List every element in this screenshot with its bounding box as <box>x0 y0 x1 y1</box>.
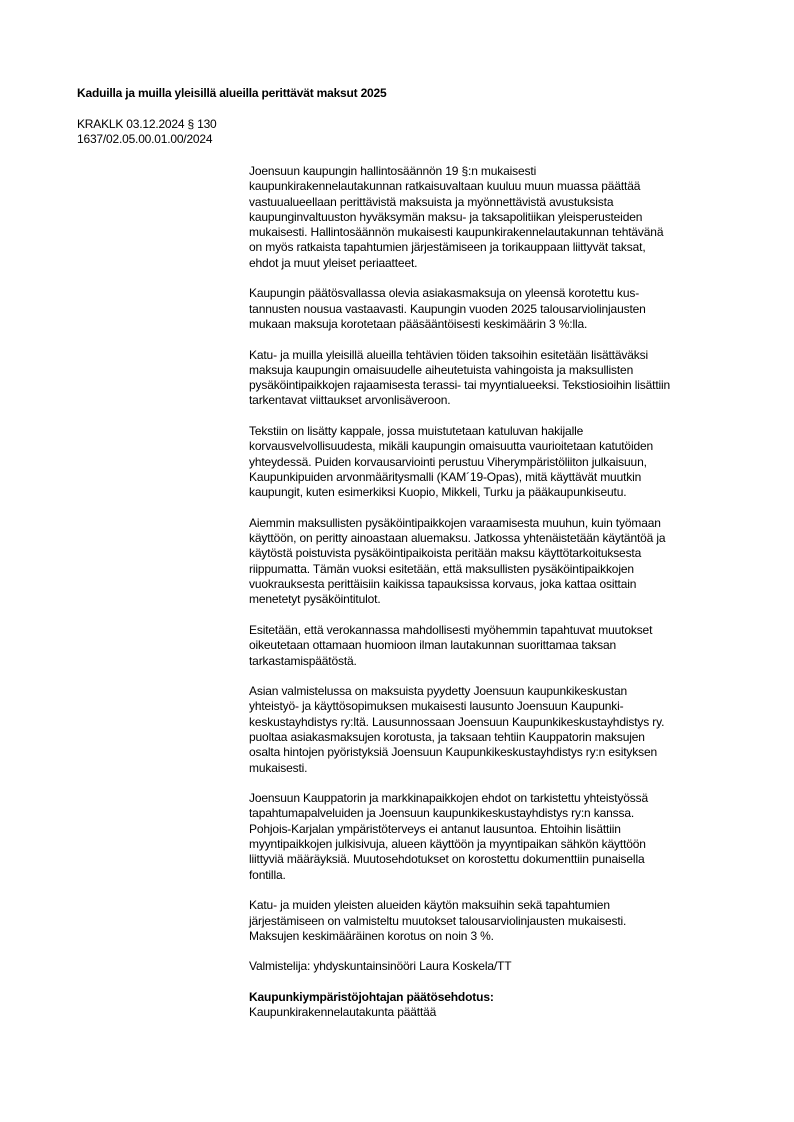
paragraph-line: Joensuun kaupungin hallintosäännön 19 §:n mukaisesti <box>249 164 537 178</box>
paragraph-line: ehdot ja muut yleiset periaatteet. <box>249 255 418 270</box>
paragraph-line: on myös ratkaista tapahtumien järjestämiseen ja torikauppaan liittyvät taksat, <box>249 240 646 255</box>
document-meta <box>77 117 217 147</box>
paragraph-line: korvausvelvollisuudesta, mikäli kaupungin omaisuutta vaurioitetaan katutöiden <box>249 439 654 454</box>
paragraph-line: menetetyt pysäköintitulot. <box>249 592 381 607</box>
paragraph <box>249 623 739 669</box>
paragraph-line: Katu- ja muilla yleisillä alueilla tehtävien töiden taksoihin esitetään lisättäväksi <box>249 347 648 362</box>
paragraph-line: Esitetään, että verokannassa mahdollisesti myöhemmin tapahtuvat muutokset <box>249 622 653 637</box>
record-number: 1637/02.05.00.01.00/2024 <box>77 132 213 146</box>
paragraph-line: vastuualueellaan perittävistä maksuista ja myönnettävistä avustuksista <box>249 194 614 209</box>
paragraph <box>249 898 739 944</box>
paragraph <box>249 164 739 271</box>
paragraph-line: kaupunkirakennelautakunnan ratkaisuvaltaan kuuluu muun muassa päättää <box>249 179 641 194</box>
paragraph-line: tannusten nousua vastaavasti. Kaupungin vuoden 2025 talousarviolinjausten <box>249 301 646 316</box>
paragraph-line: käytöstä poistuvista pysäköintipaikoista peritään maksu käyttötarkoituksesta <box>249 546 642 561</box>
paragraph-line: pysäköintipaikkojen rajaamisesta terassi- tai myyntialueeksi. Tekstiosioihin lisättiin <box>249 378 671 393</box>
paragraph-line: tarkastamispäätöstä. <box>249 653 357 668</box>
paragraph <box>249 959 739 974</box>
meeting-reference: KRAKLK 03.12.2024 § 130 <box>77 117 217 131</box>
proposal-heading: Kaupunkiympäristöjohtajan päätösehdotus: <box>249 990 494 1005</box>
paragraph-line: maksuja kaupungin omaisuudelle aiheutetuista vahingoista ja maksullisten <box>249 362 634 377</box>
paragraph-line: Asian valmistelussa on maksuista pyydetty Joensuun kaupunkikeskustan <box>249 684 628 699</box>
paragraph-line: mukaan maksuja korotetaan pääsääntöisesti keskimäärin 3 %:lla. <box>249 316 588 331</box>
paragraph-line: käyttöön, on peritty ainoastaan aluemaksu. Jatkossa yhtenäistetään käytäntöä ja <box>249 531 666 546</box>
paragraph-line: Joensuun Kauppatorin ja markkinapaikkojen ehdot on tarkistettu yhteistyössä <box>249 791 648 806</box>
paragraph-line: puoltaa asiakasmaksujen korotusta, ja taksaan tehtiin Kauppatorin maksujen <box>249 729 645 744</box>
paragraph-line: vuokrauksesta perittäisiin kaikissa tapauksissa korvaus, joka kattaa osittain <box>249 577 637 592</box>
paragraph-line: tapahtumapalveluiden ja Joensuun kaupunkikeskustayhdistys ry:n kanssa. <box>249 806 635 821</box>
paragraph-line: Kaupungin päätösvallassa olevia asiakasmaksuja on yleensä korotettu kus- <box>249 286 640 301</box>
paragraph-line: Kaupunkipuiden arvonmääritysmalli (KAM´19-Opas), mitä käyttävät muutkin <box>249 469 642 484</box>
paragraph <box>249 516 739 608</box>
paragraph-line: järjestämiseen on valmisteltu muutokset talousarviolinjausten mukaisesti. <box>249 913 627 928</box>
paragraph-line: Pohjois-Karjalan ympäristöterveys ei antanut lausuntoa. Ehtoihin lisättiin <box>249 821 621 836</box>
paragraph <box>249 684 739 776</box>
paragraph-line: Maksujen keskimääräinen korotus on noin 3 %. <box>249 928 494 943</box>
paragraph-line: Aiemmin maksullisten pysäköintipaikkojen varaamisesta muuhun, kuin työmaan <box>249 515 661 530</box>
paragraph-line: Valmistelija: yhdyskuntainsinööri Laura Koskela/TT <box>249 959 512 974</box>
paragraph-line: yhteistyö- ja käyttösopimuksen mukaisesti lausunto Joensuun Kaupunki- <box>249 699 624 714</box>
paragraph-line: mukaisesti. Hallintosäännön mukaisesti kaupunkirakennelautakunnan tehtävänä <box>249 225 664 240</box>
paragraph-line: tarkentavat viittaukset arvonlisäveroon. <box>249 393 451 408</box>
paragraph-line: osalta hintojen pyöristyksiä Joensuun Kaupunkikeskustayhdistys ry:n esityksen <box>249 745 658 760</box>
document-body <box>249 164 739 1036</box>
paragraph <box>249 424 739 500</box>
paragraphs <box>249 164 739 975</box>
proposal-section <box>249 990 739 1021</box>
paragraph-line: keskustayhdistys ry:ltä. Lausunnossaan Joensuun Kaupunkikeskustayhdistys ry. <box>249 714 665 729</box>
paragraph-line: fontilla. <box>249 867 286 882</box>
paragraph-line: oikeutetaan ottamaan huomioon ilman lautakunnan suorittamaa taksan <box>249 638 617 653</box>
paragraph-line: myyntipaikkojen julkisivuja, alueen käyttöön ja myyntipaikan sähkön käyttöön <box>249 837 646 852</box>
paragraph-line: Tekstiin on lisätty kappale, jossa muistutetaan katuluvan hakijalle <box>249 424 584 439</box>
paragraph <box>249 791 739 883</box>
paragraph-line: riippumatta. Tämän vuoksi esitetään, että maksullisten pysäköintipaikkojen <box>249 561 634 576</box>
paragraph <box>249 286 739 332</box>
document-title: Kaduilla ja muilla yleisillä alueilla perittävät maksut 2025 <box>77 86 387 100</box>
proposal-text: Kaupunkirakennelautakunta päättää <box>249 1005 437 1020</box>
paragraph-line: yhteydessä. Puiden korvausarviointi perustuu Viherympäristöliiton julkaisuun, <box>249 454 647 469</box>
paragraph-line: kaupungit, kuten esimerkiksi Kuopio, Mikkeli, Turku ja pääkaupunkiseutu. <box>249 485 627 500</box>
paragraph-line: kaupunginvaltuuston hyväksymän maksu- ja taksapolitiikan yleisperusteiden <box>249 209 643 224</box>
paragraph-line: liittyviä määräyksiä. Muutosehdotukset on korostettu dokumenttiin punaisella <box>249 852 645 867</box>
paragraph-line: mukaisesti. <box>249 760 308 775</box>
paragraph-line: Katu- ja muiden yleisten alueiden käytön maksuihin sekä tapahtumien <box>249 898 610 913</box>
paragraph <box>249 348 739 409</box>
